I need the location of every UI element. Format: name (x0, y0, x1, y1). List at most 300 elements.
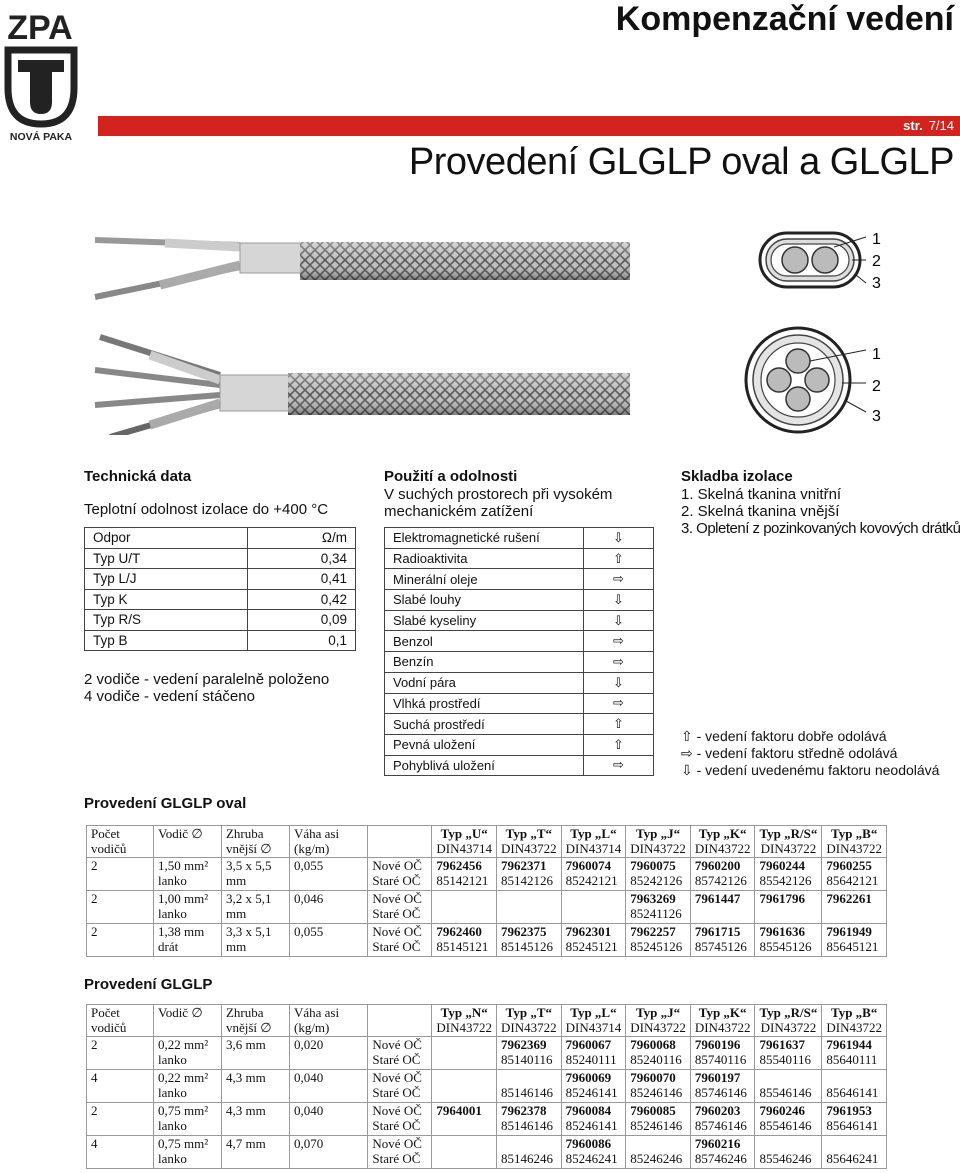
cell-order-code (432, 1070, 497, 1103)
cell-order-code (561, 891, 626, 924)
col-type (822, 826, 887, 858)
cell-order-code (822, 1103, 887, 1136)
table-row (87, 891, 887, 924)
cell-order-code (497, 858, 562, 891)
cell-order-code (755, 1037, 822, 1070)
resistance-row (85, 589, 356, 610)
cell-order-code (432, 924, 497, 957)
cell-order-code (822, 1037, 887, 1070)
cell-order-code (755, 1070, 822, 1103)
legend-poor: ⇩ - vedení uvedenému faktoru neodolává (681, 762, 940, 778)
cell-order-code (690, 1070, 755, 1103)
cell-order-code (561, 924, 626, 957)
factor-row (385, 755, 654, 776)
table-row (87, 858, 887, 891)
new-code: 7960203 (694, 1103, 741, 1118)
zpa-logo (2, 6, 80, 142)
cell-order-code (822, 891, 887, 924)
cell-outer-diameter: 3,3 x 5,1 mm (221, 924, 289, 957)
round-label-3: 3 (872, 408, 881, 425)
new-code (501, 1071, 557, 1086)
type-standard: DIN43722 (501, 840, 557, 856)
col-outer-diameter: Zhruba vnější ∅ (221, 1005, 289, 1037)
new-code: 7961796 (759, 891, 805, 906)
col-type (561, 1005, 626, 1037)
factor-row (385, 734, 654, 755)
cell-order-code (626, 1136, 691, 1169)
type-standard: DIN43722 (501, 1019, 557, 1035)
new-code: 7962456 (436, 858, 482, 873)
svg-text:ZPA: ZPA (7, 9, 73, 47)
factor-name: Minerální oleje (385, 569, 584, 590)
cell-order-code (497, 1037, 562, 1070)
table-header-row (87, 826, 887, 858)
resistance-type: Typ L/J (85, 569, 248, 590)
factor-name: Vlhká prostředí (385, 693, 584, 714)
factor-name: Pohyblivá uložení (385, 755, 584, 776)
resistance-value: Ω/m (247, 528, 355, 549)
product-table (86, 1004, 887, 1169)
factor-rating-icon: ⇩ (584, 528, 654, 549)
cell-order-code (561, 1103, 626, 1136)
col-type (626, 826, 691, 858)
cell-weight: 0,055 (289, 924, 367, 957)
new-code: 7961636 (759, 924, 805, 939)
new-code: 7962261 (826, 891, 872, 906)
col-oc (368, 1005, 432, 1037)
old-code: 85246146 (630, 1085, 683, 1100)
new-code (501, 892, 557, 907)
factor-row (385, 652, 654, 673)
new-code: 7960085 (630, 1103, 676, 1118)
cell-order-code (626, 1103, 691, 1136)
cell-order-code (626, 924, 691, 957)
cell-order-code (432, 1103, 497, 1136)
oval-label-1: 1 (872, 231, 881, 248)
type-name: Typ „J“ (635, 1005, 681, 1020)
resistance-type: Typ R/S (85, 610, 248, 631)
old-code: 85245126 (630, 939, 683, 954)
cell-order-code (690, 1037, 755, 1070)
new-code (501, 1137, 557, 1152)
old-code: 85140116 (501, 1052, 553, 1067)
old-code: 85246146 (630, 1118, 683, 1133)
cell-order-code (497, 924, 562, 957)
resistance-value: 0,42 (247, 589, 355, 610)
new-code: 7960244 (759, 858, 805, 873)
old-code: 85542126 (759, 873, 812, 888)
col-type (755, 826, 822, 858)
type-standard: DIN43722 (436, 1019, 493, 1035)
cell-order-code (755, 858, 822, 891)
table-row (87, 1070, 887, 1103)
new-code: 7961715 (694, 924, 741, 939)
type-standard: DIN43714 (565, 840, 622, 856)
cell-order-code (497, 891, 562, 924)
factor-row (385, 714, 654, 735)
legend-medium: ⇨ - vedení faktoru středně odolává (681, 745, 898, 761)
cell-conductor: 0,22 mm² lanko (153, 1070, 221, 1103)
cell-order-code (626, 1070, 691, 1103)
new-code: 7962375 (501, 924, 547, 939)
resistance-value: 0,09 (247, 610, 355, 631)
svg-text:NOVÁ PAKA: NOVÁ PAKA (9, 131, 73, 142)
old-code (436, 1086, 492, 1101)
old-code: 85645121 (826, 939, 879, 954)
col-type (497, 826, 562, 858)
legend-good: ⇧ - vedení faktoru dobře odolává (681, 728, 887, 744)
col-conductor: Vodič ∅ (153, 826, 221, 858)
cell-order-code (755, 1136, 822, 1169)
col-count: Počet vodičů (87, 1005, 154, 1037)
old-code: 85246141 (565, 1118, 618, 1133)
old-code (436, 1119, 492, 1134)
new-code (436, 1137, 492, 1152)
type-standard: DIN43722 (694, 1019, 751, 1035)
usage-line-1: V suchých prostorech při vysokém (384, 486, 613, 503)
col-outer-diameter: Zhruba vnější ∅ (221, 826, 289, 858)
resistance-value: 0,1 (247, 630, 355, 651)
new-code: 7961944 (826, 1037, 872, 1052)
cell-conductor: 1,00 mm² lanko (153, 891, 221, 924)
resistance-type: Typ U/T (85, 548, 248, 569)
type-name: Typ „U“ (440, 826, 488, 841)
cell-order-code (561, 1136, 626, 1169)
type-name: Typ „K“ (698, 826, 747, 841)
col-weight: Váha asi (kg/m) (289, 1005, 367, 1037)
temp-resistance: Teplotní odolnost izolace do +400 °C (84, 501, 329, 518)
cross-section-diagram (740, 225, 890, 440)
cell-order-code (497, 1136, 562, 1169)
factor-name: Radioaktivita (385, 548, 584, 569)
cell-conductor: 0,75 mm² lanko (153, 1136, 221, 1169)
cell-order-code (561, 858, 626, 891)
cell-order-code (432, 1136, 497, 1169)
new-code: 7960074 (565, 858, 612, 873)
usage-heading: Použití a odolnosti (384, 468, 518, 485)
cell-order-code (432, 891, 497, 924)
factor-rating-icon: ⇧ (584, 548, 654, 569)
old-code: 85740116 (694, 1052, 747, 1067)
col-conductor: Vodič ∅ (153, 1005, 221, 1037)
old-code: 85646241 (826, 1151, 879, 1166)
resistance-value: 0,41 (247, 569, 355, 590)
old-code: 85646141 (826, 1118, 879, 1133)
old-code: 85545126 (759, 939, 812, 954)
old-code: 85142126 (501, 873, 554, 888)
factor-row (385, 528, 654, 549)
composition-heading: Skladba izolace (681, 468, 793, 485)
cell-oc: Nové OČ Staré OČ (368, 1103, 432, 1136)
cell-order-code (822, 1136, 887, 1169)
new-code: 7960084 (565, 1103, 612, 1118)
round-label-2: 2 (872, 378, 881, 395)
cell-order-code (755, 891, 822, 924)
factor-rating-icon: ⇩ (584, 590, 654, 611)
old-code: 85646141 (826, 1085, 879, 1100)
oval-label-2: 2 (872, 253, 881, 270)
factor-rating-icon: ⇨ (584, 631, 654, 652)
new-code: 7960216 (694, 1136, 741, 1151)
new-code (826, 1137, 882, 1152)
factor-row (385, 631, 654, 652)
cell-count: 2 (87, 1037, 154, 1070)
cell-order-code (432, 858, 497, 891)
table1-heading: Provedení GLGLP oval (84, 795, 247, 812)
page-subtitle: Provedení GLGLP oval a GLGLP (408, 141, 954, 183)
page-number: str. 7/14 (903, 118, 954, 133)
new-code: 7962371 (501, 858, 547, 873)
old-code: 85145126 (501, 939, 554, 954)
type-standard: DIN43722 (826, 1019, 882, 1035)
table-row (87, 1136, 887, 1169)
old-code: 85742126 (694, 873, 747, 888)
cell-conductor: 1,38 mm drát (153, 924, 221, 957)
cell-oc: Nové OČ Staré OČ (368, 1037, 432, 1070)
type-standard: DIN43714 (436, 840, 493, 856)
old-code: 85146146 (501, 1085, 554, 1100)
oval-cross-section (760, 233, 866, 287)
cell-oc: Nové OČ Staré OČ (368, 1070, 432, 1103)
resistance-factors-table (384, 527, 654, 776)
new-code: 7961949 (826, 924, 872, 939)
old-code: 85240116 (630, 1052, 682, 1067)
type-name: Typ „K“ (698, 1005, 747, 1020)
factor-rating-icon: ⇨ (584, 693, 654, 714)
cell-order-code (822, 924, 887, 957)
col-oc (368, 826, 432, 858)
cell-count: 2 (87, 891, 154, 924)
old-code: 85242121 (565, 873, 618, 888)
type-name: Typ „L“ (570, 1005, 617, 1020)
old-code: 85546246 (759, 1151, 812, 1166)
cell-outer-diameter: 4,3 mm (221, 1070, 289, 1103)
old-code (436, 1053, 492, 1068)
cell-order-code (690, 891, 755, 924)
composition-item-1: 1. Skelná tkanina vnitřní (681, 486, 842, 503)
new-code: 7960196 (694, 1037, 741, 1052)
factor-row (385, 610, 654, 631)
table-header-row (87, 1005, 887, 1037)
type-standard: DIN43714 (565, 1019, 622, 1035)
new-code (630, 1137, 686, 1152)
col-type (690, 826, 755, 858)
tech-heading: Technická data (84, 468, 192, 485)
new-code: 7962460 (436, 924, 482, 939)
type-standard: DIN43722 (694, 840, 751, 856)
resistance-row (85, 569, 356, 590)
type-name: Typ „L“ (570, 826, 617, 841)
new-code (759, 1071, 817, 1086)
factor-name: Pevná uložení (385, 734, 584, 755)
composition-item-3: 3. Opletení z pozinkovaných kovových drátků (681, 520, 960, 537)
cell-weight: 0,020 (289, 1037, 367, 1070)
cell-order-code (690, 1136, 755, 1169)
cell-conductor: 0,22 mm² lanko (153, 1037, 221, 1070)
cell-conductor: 1,50 mm² lanko (153, 858, 221, 891)
product-table-oval (86, 825, 887, 957)
factor-row (385, 569, 654, 590)
old-code: 85246141 (565, 1085, 618, 1100)
factor-rating-icon: ⇩ (584, 672, 654, 693)
new-code: 7962257 (630, 924, 676, 939)
type-name: Typ „R/S“ (759, 1005, 818, 1020)
factor-row (385, 693, 654, 714)
cable-photo (90, 225, 635, 435)
cell-order-code (690, 924, 755, 957)
cell-weight: 0,055 (289, 858, 367, 891)
note-2-wires: 2 vodiče - vedení paralelně položeno (84, 671, 330, 688)
type-name: Typ „N“ (440, 1005, 488, 1020)
old-code: 85241126 (630, 906, 682, 921)
oval-cable (95, 240, 630, 297)
cell-outer-diameter: 3,2 x 5,1 mm (221, 891, 289, 924)
new-code: 7960075 (630, 858, 676, 873)
new-code (826, 1071, 882, 1086)
cell-count: 4 (87, 1136, 154, 1169)
old-code: 85246241 (565, 1151, 618, 1166)
factor-name: Benzín (385, 652, 584, 673)
cell-oc: Nové OČ Staré OČ (368, 858, 432, 891)
cell-count: 2 (87, 858, 154, 891)
old-code (759, 907, 817, 922)
type-standard: DIN43722 (760, 840, 817, 856)
new-code: 7963269 (630, 891, 676, 906)
factor-rating-icon: ⇧ (584, 734, 654, 755)
new-code: 7964001 (436, 1103, 482, 1118)
new-code: 7960200 (694, 858, 741, 873)
round-cross-section (746, 328, 866, 432)
factor-rating-icon: ⇨ (584, 755, 654, 776)
new-code: 7960086 (565, 1136, 612, 1151)
col-count: Počet vodičů (87, 826, 154, 858)
new-code: 7961637 (759, 1037, 805, 1052)
old-code: 85242126 (630, 873, 683, 888)
factor-rating-icon: ⇧ (584, 714, 654, 735)
cell-order-code (822, 858, 887, 891)
old-code: 85546146 (759, 1085, 812, 1100)
col-type (626, 1005, 691, 1037)
new-code (566, 892, 622, 907)
old-code: 85642121 (826, 873, 879, 888)
resistance-type: Typ B (85, 630, 248, 651)
type-standard: DIN43722 (630, 840, 686, 856)
page-title: Kompenzační vedení (615, 0, 954, 38)
col-type (432, 826, 497, 858)
factor-name: Vodní pára (385, 672, 584, 693)
old-code: 85746146 (694, 1118, 747, 1133)
old-code: 85246246 (630, 1151, 683, 1166)
type-standard: DIN43722 (760, 1019, 817, 1035)
cell-order-code (822, 1070, 887, 1103)
type-standard: DIN43722 (630, 1019, 686, 1035)
new-code: 7960255 (826, 858, 872, 873)
col-type (497, 1005, 562, 1037)
cell-weight: 0,070 (289, 1136, 367, 1169)
factor-name: Suchá prostředí (385, 714, 584, 735)
cell-oc: Nové OČ Staré OČ (368, 891, 432, 924)
type-name: Typ „R/S“ (759, 826, 818, 841)
new-code: 7960197 (694, 1070, 741, 1085)
round-label-1: 1 (872, 346, 881, 363)
new-code (759, 1137, 817, 1152)
factor-name: Benzol (385, 631, 584, 652)
new-code: 7960067 (565, 1037, 612, 1052)
cell-weight: 0,040 (289, 1070, 367, 1103)
cell-conductor: 0,75 mm² lanko (153, 1103, 221, 1136)
old-code: 85146146 (501, 1118, 554, 1133)
cell-oc: Nové OČ Staré OČ (368, 924, 432, 957)
new-code: 7961953 (826, 1103, 872, 1118)
cell-order-code (626, 858, 691, 891)
old-code: 85546146 (759, 1118, 812, 1133)
resistance-value: 0,34 (247, 548, 355, 569)
old-code (826, 907, 882, 922)
resistance-table (84, 527, 356, 651)
cell-order-code (626, 891, 691, 924)
cell-outer-diameter: 3,6 mm (221, 1037, 289, 1070)
col-weight: Váha asi (kg/m) (289, 826, 367, 858)
new-code: 7962301 (565, 924, 612, 939)
factor-row (385, 672, 654, 693)
new-code (436, 1071, 492, 1086)
old-code: 85146246 (501, 1151, 554, 1166)
new-code: 7962378 (501, 1103, 547, 1118)
cell-order-code (755, 924, 822, 957)
cell-outer-diameter: 4,3 mm (221, 1103, 289, 1136)
type-name: Typ „T“ (505, 826, 552, 841)
cell-count: 2 (87, 924, 154, 957)
col-type (432, 1005, 497, 1037)
old-code: 85240111 (565, 1052, 617, 1067)
cell-outer-diameter: 4,7 mm (221, 1136, 289, 1169)
note-4-wires: 4 vodiče - vedení stáčeno (84, 688, 255, 705)
factor-name: Slabé kyseliny (385, 610, 584, 631)
col-type (561, 826, 626, 858)
round-cable (95, 337, 630, 435)
new-code (436, 892, 492, 907)
cell-order-code (561, 1037, 626, 1070)
old-code (436, 907, 492, 922)
factor-rating-icon: ⇨ (584, 652, 654, 673)
cell-order-code (497, 1070, 562, 1103)
type-name: Typ „J“ (635, 826, 681, 841)
cell-order-code (755, 1103, 822, 1136)
old-code: 85245121 (565, 939, 618, 954)
old-code: 85746246 (694, 1151, 747, 1166)
oval-label-3: 3 (872, 275, 881, 292)
old-code: 85640111 (826, 1052, 878, 1067)
old-code: 85746146 (694, 1085, 747, 1100)
col-type (822, 1005, 887, 1037)
cell-outer-diameter: 3,5 x 5,5 mm (221, 858, 289, 891)
table-row (87, 1103, 887, 1136)
new-code: 7960069 (565, 1070, 612, 1085)
resistance-row (85, 610, 356, 631)
cell-order-code (432, 1037, 497, 1070)
old-code (501, 907, 557, 922)
resistance-row (85, 630, 356, 651)
type-name: Typ „B“ (831, 1005, 878, 1020)
col-type (755, 1005, 822, 1037)
old-code: 85540116 (759, 1052, 811, 1067)
cell-count: 2 (87, 1103, 154, 1136)
table-row (87, 924, 887, 957)
cell-order-code (626, 1037, 691, 1070)
factor-rating-icon: ⇩ (584, 610, 654, 631)
usage-line-2: mechanickém zatížení (384, 503, 534, 520)
resistance-type: Typ K (85, 589, 248, 610)
